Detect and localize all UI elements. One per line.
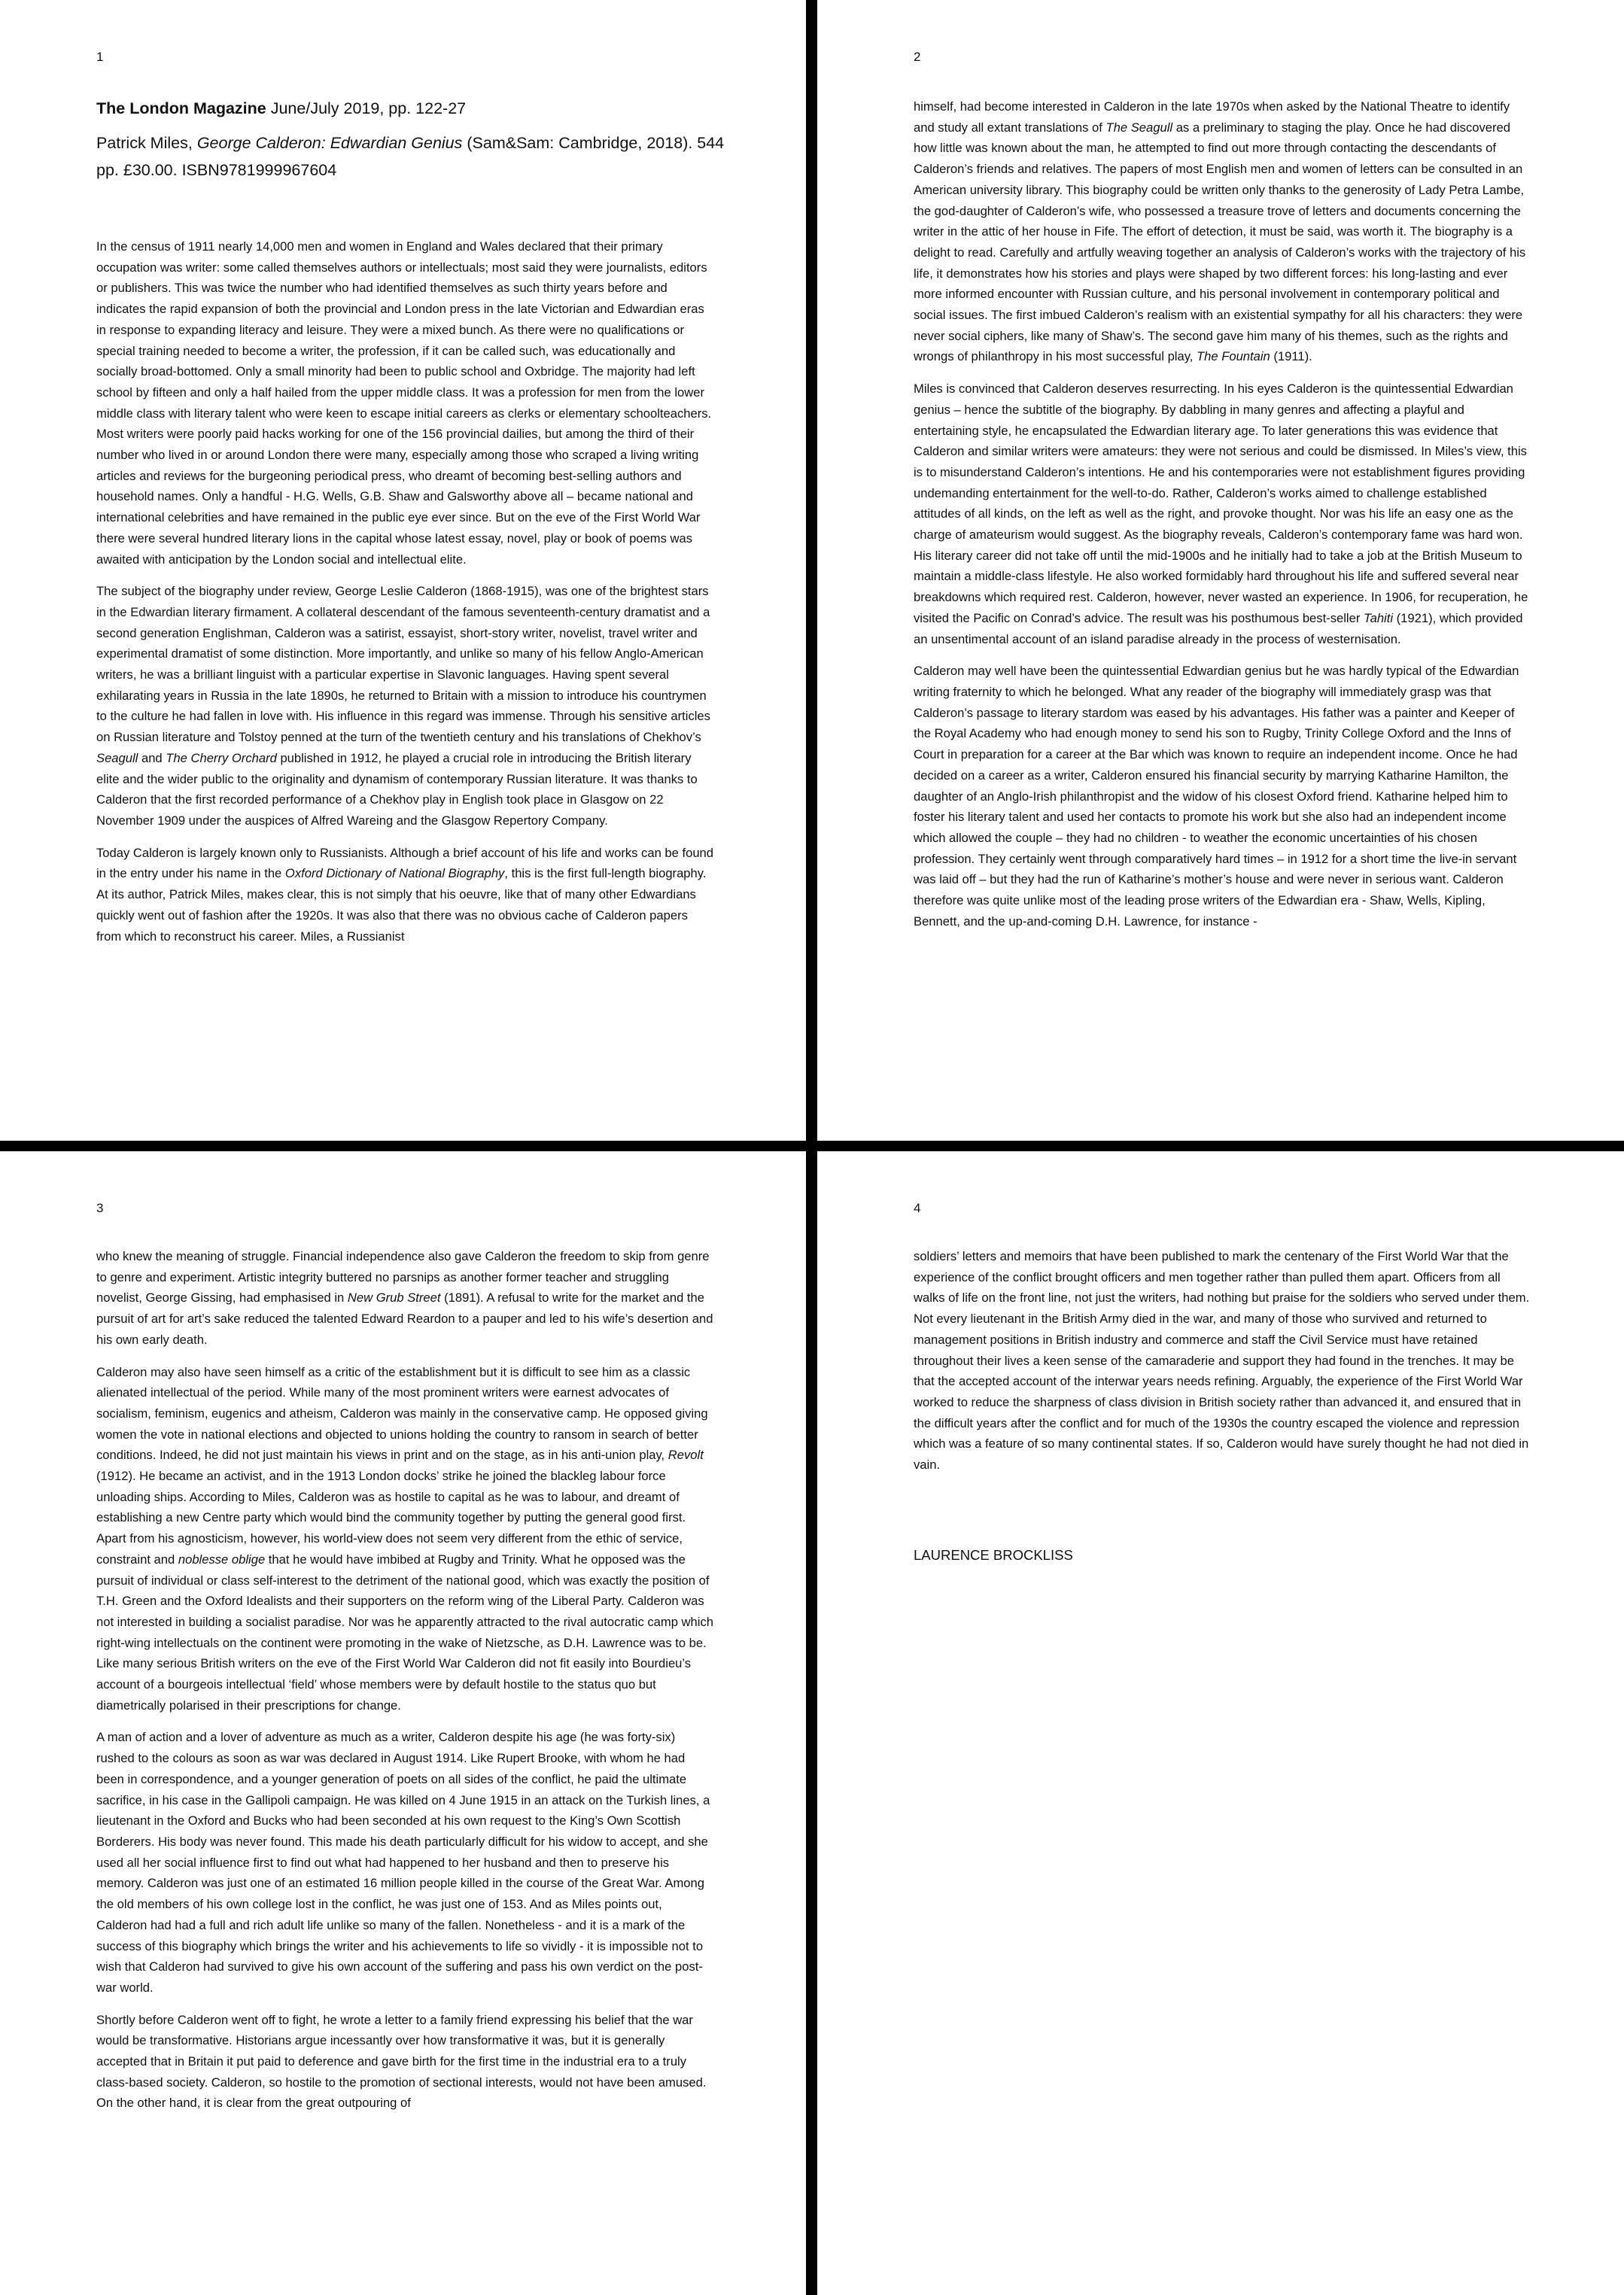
page-body (914, 96, 1531, 943)
paragraph (96, 581, 713, 831)
page-number: 2 (914, 50, 921, 64)
text-run: (1912). He became an activist, and in the 1913 London docks’ strike he joined the blackleg labour force unloading ships. According to Miles, Calderon was as hostile to capital as he was to labour, and dreamt of establishing a new Centre party which would bind the community together by putting the general good first. Apart from his agnosticism, however, his world-view does not seem very different from the ethic of service, constraint and (96, 1469, 686, 1567)
page-number: 1 (96, 50, 104, 64)
italic-title: The Cherry Orchard (166, 750, 277, 765)
journal-name: The London Magazine (96, 99, 266, 117)
paragraph (96, 236, 713, 570)
page-4 (817, 1151, 1624, 2295)
citation-line (96, 95, 728, 122)
page-body (96, 1246, 713, 2125)
italic-title: Tahiti (1363, 610, 1394, 625)
paragraph (96, 1362, 713, 1716)
italic-title: Oxford Dictionary of National Biography (284, 866, 505, 881)
text-run: Calderon may also have seen himself as a critic of the establishment but it is difficult to see him as a classic alienated intellectual of the period. While many of the most prominent writers were earnest advocates of socialism, feminism, eugenics and atheism, Calderon was mainly in the conservative camp. He opposed giving women the vote in national elections and objected to unions holding the country to ransom in search of better conditions. Indeed, he did not just maintain his views in print and on the stage, as in his anti-union play, (96, 1364, 708, 1463)
text-run: who knew the meaning of struggle. Financial independence also gave Calderon the freedom to skip from genre to genre and experiment. Artistic integrity buttered no parsnips as another former teacher and struggling novelist, George Gissing, had emphasised in (96, 1249, 710, 1306)
italic-title: Seagull (96, 750, 138, 765)
text-run: A man of action and a lover of adventure as much as a writer, Calderon despite his age (he was forty-six) rushed to the colours as soon as war was declared in August 1914. Like Rupert Brooke, with whom he had been in correspondence, and a younger generation of poets on all sides of the conflict, he paid the ultimate sacrifice, in his case in the Gallipoli campaign. He was killed on 4 June 1915 in an attack on the Turkish lines, a lieutenant in the Oxford and Bucks who had been seconded at his own request to the King’s Own Scottish Borderers. His body was never found. This made his death particularly difficult for his widow to accept, and she used all her social influence first to find out what had happened to her husband and then to preserve his memory. Calderon was just one of an estimated 16 million people killed in the course of the Great War. Among the old members of his own college lost in the conflict, he was just one of 153. And as Miles points out, Calderon had had a full and rich adult life unlike so many of the fallen. Nonetheless - and it is a mark of the success of this biography which brings the writer and his achievements to life so vividly - it is impossible not to wish that Calderon had survived to give his own account of the suffering and pass his own verdict on the post-war world. (96, 1730, 710, 1995)
review-header (96, 95, 728, 191)
text-run: published in 1912, he played a crucial role in introducing the British literary elite and the wider public to the originality and dynamism of contemporary Russian literature. It was thanks to Calderon that the first recorded performance of a Chekhov play in English took place in Glasgow on 22 November 1909 under the auspices of Alfred Wareing and the Glasgow Repertory Company. (96, 750, 698, 828)
text-run: and (138, 750, 166, 765)
italic-title: Revolt (668, 1448, 704, 1463)
text-run: that he would have imbibed at Rugby and Trinity. What he opposed was the pursuit of individual or class self-interest to the detriment of the national good, which was exactly the position of T.H. Green and the Oxford Idealists and their supporters on the reform wing of the Liberal Party. Calderon was not interested in building a socialist paradise. Nor was he apparently attracted to the rival autocratic camp which right-wing intellectuals on the continent were promoting in the wake of Nietzsche, as D.H. Lawrence was to be. Like many serious British writers on the eve of the First World War Calderon did not fit easily into Bourdieu’s account of a bourgeois intellectual ‘field’ whose members were by default hostile to the status quo but diametrically polarised in their prescriptions for change. (96, 1552, 713, 1713)
italic-title: The Seagull (1105, 120, 1173, 135)
page-2 (817, 0, 1624, 1141)
paragraph (914, 378, 1531, 649)
book-details: (Sam&Sam: Cambridge, 2018). 544 pp. £30.00. ISBN9781999967604 (96, 134, 725, 179)
paragraph (914, 1246, 1531, 1476)
text-run: Today Calderon is largely known only to Russianists. Although a brief account of his life and works can be found in the entry under his name in the (96, 845, 714, 881)
text-run: (1911). (1270, 349, 1312, 364)
text-run: as a preliminary to staging the play. Once he had discovered how little was known about the man, he attempted to find out more through contacting the descendants of Calderon’s friends and relatives. The papers of most English men and women of letters can be consulted in an American university library. This biography could be written only thanks to the generosity of Lady Petra Lambe, the god-daughter of Calderon’s wife, who possessed a treasure trove of letters and documents concerning the writer in the attic of her house in Fife. The effort of detection, it must be said, was worth it. The biography is a delight to read. Carefully and artfully weaving together an analysis of Calderon’s works with the trajectory of his life, it demonstrates how his stories and plays were shaped by two different forces: his long-lasting and ever more informed encounter with Russian culture, and his personal involvement in contemporary political and social issues. The first imbued Calderon’s realism with an existential sympathy for all his characters: they were never social ciphers, like many of Shaw’s. The second gave him many of his themes, such as the rights and wrongs of philanthropy in his most successful play, (914, 120, 1526, 364)
text-run: soldiers’ letters and memoirs that have been published to mark the centenary of the First World War that the experience of the conflict brought officers and men together rather than pulled them apart. Officers from all walks of life on the front line, not just the writers, had nothing but praise for the soldiers who served under them. Not every lieutenant in the British Army died in the war, and many of those who survived and returned to management positions in British industry and commerce and staff the Civil Service must have retained throughout their lives a keen sense of the camaraderie and support they had found in the trenches. It may be that the accepted account of the interwar years needs refining. Arguably, the experience of the First World War worked to reduce the sharpness of class division in British society rather than advanced it, and ensured that in the difficult years after the conflict and for much of the 1930s the country escaped the violence and repression which was a feature of so many continental states. If so, Calderon would have surely thought he had not died in vain. (914, 1249, 1530, 1473)
italic-title: The Fountain (1197, 349, 1270, 364)
paragraph (96, 843, 713, 947)
page-number: 4 (914, 1201, 921, 1215)
text-run: Shortly before Calderon went off to fight, he wrote a letter to a family friend expressing his belief that the war would be transformative. Historians argue incessantly over how transformative it was, but it is generally accepted that in Britain it put paid to deference and gave birth for the first time in the industrial era to a truly class-based society. Calderon, so hostile to the promotion of sectional interests, would not have been amused. On the other hand, it is clear from the great outpouring of (96, 2012, 707, 2111)
page-body (914, 1246, 1531, 1487)
page-divider-horizontal (0, 1141, 1624, 1151)
book-author: Patrick Miles, (96, 134, 197, 152)
issue-details: June/July 2019, pp. 122-27 (266, 99, 467, 117)
text-run: (1891). A refusal to write for the market and the pursuit of art for art’s sake reduced the talented Edward Reardon to a pauper and led to his wife’s desertion and his own early death. (96, 1290, 713, 1347)
text-run: (1921), which provided an unsentimental account of an island paradise already in the process of westernisation. (914, 610, 1523, 646)
paragraph (914, 661, 1531, 932)
italic-title: New Grub Street (347, 1290, 441, 1306)
text-run: , this is the first full-length biography. At its author, Patrick Miles, makes clear, this is not simply that his oeuvre, like that of many other Edwardians quickly went out of fashion after the 1920s. It was also that there was no obvious cache of Calderon papers from which to reconstruct his career. Miles, a Russianist (96, 866, 707, 944)
paragraph (96, 1727, 713, 1998)
italic-title: noblesse oblige (178, 1552, 266, 1567)
page-3 (0, 1151, 806, 2295)
paragraph (96, 1246, 713, 1351)
text-run: In the census of 1911 nearly 14,000 men and women in England and Wales declared that their primary occupation was writer: some called themselves authors or intellectuals; most said they were journalists, editors or publishers. This was twice the number who had identified themselves as such thirty years before and indicates the rapid expansion of both the provincial and London press in the late Victorian and Edwardian eras in response to expanding literacy and leisure. They were a mixed bunch. As there were no qualifications or special training needed to become a writer, the profession, if it can be called such, was educationally and socially broad-bottomed. Only a small minority had been to public school and Oxbridge. The majority had left school by fifteen and only a half hailed from the upper middle class. It was a profession for men from the lower middle class with literary talent who were keen to escape initial careers as clerks or elementary schoolteachers. Most writers were poorly paid hacks working for one of the 156 provincial dailies, but among the third of their number who lived in or around London there were many, especially among those who scraped a living writing articles and reviews for the burgeoning periodical press, who dreamt of becoming best-selling authors and household names. Only a handful - H.G. Wells, G.B. Shaw and Galsworthy above all – became national and international celebrities and have remained in the public eye ever since. But on the eve of the First World War there were several hundred literary lions in the capital whose latest essay, novel, play or book of poems was awaited with anticipation by the London social and intellectual elite. (96, 239, 712, 567)
paragraph (96, 2010, 713, 2114)
reviewer-name: LAURENCE BROCKLISS (914, 1547, 1073, 1563)
text-run: Miles is convinced that Calderon deserves resurrecting. In his eyes Calderon is the quintessential Edwardian genius – hence the subtitle of the biography. By dabbling in many genres and affecting a playful and entertaining style, he encapsulated the Edwardian literary age. To later generations this was evidence that Calderon and similar writers were amateurs: they were not serious and could be dismissed. In Miles’s view, this is to misunderstand Calderon’s intentions. He and his contemporaries were not establishment figures providing undemanding entertainment for the well-to-do. Rather, Calderon’s works aimed to challenge established attitudes of all kinds, on the left as well as the right, and provoke thought. Nor was his life an easy one as the charge of amateurism would suggest. As the biography reveals, Calderon’s contemporary fame was hard won. His literary career did not take off until the mid-1900s and he initially had to take a job at the British Museum to maintain a middle-class lifestyle. He also worked formidably hard throughout his life and suffered several near breakdowns which required rest. Calderon, however, never wasted an experience. In 1906, for recuperation, he visited the Pacific on Conrad’s advice. The result was his posthumous best-seller (914, 381, 1528, 625)
text-run: Calderon may well have been the quintessential Edwardian genius but he was hardly typical of the Edwardian writing fraternity to which he belonged. What any reader of the biography will immediately grasp was that Calderon’s passage to literary stardom was eased by his advantages. His father was a painter and Keeper of the Royal Academy who had enough money to send his son to Rugby, Trinity College Oxford and the Inns of Court in preparation for a career at the Bar which was known to require an independent income. Once he had decided on a career as a writer, Calderon ensured his financial security by marrying Katharine Hamilton, the daughter of an Anglo-Irish philanthropist and the widow of his closest Oxford friend. Katharine helped him to foster his literary talent and used her contacts to promote his work but she also had an independent income which allowed the couple – they had no children - to weather the economic uncertainties of his chosen profession. They certainly went through comparatively hard times – in 1912 for a short time the live-in servant was laid off – but they had the run of Katharine’s mother’s house and were never in serious want. Calderon therefore was quite unlike most of the leading prose writers of the Edwardian era - Shaw, Wells, Kipling, Bennett, and the up-and-coming D.H. Lawrence, for instance - (914, 664, 1519, 929)
book-title: George Calderon: Edwardian Genius (196, 134, 463, 152)
text-run: The subject of the biography under review, George Leslie Calderon (1868-1915), was one of the brightest stars in the Edwardian literary firmament. A collateral descendant of the famous seventeenth-century dramatist and a second generation Englishman, Calderon was a satirist, essayist, short-story writer, novelist, travel writer and experimental dramatist of some distinction. More importantly, and unlike so many of his fellow Anglo-American writers, he was a brilliant linguist with a particular expertise in Slavonic languages. Having spent several exhilarating years in Russia in the late 1890s, he returned to Britain with a mission to introduce his countrymen to the culture he had fallen in love with. His influence in this regard was immense. Through his sensitive articles on Russian literature and Tolstoy penned at the turn of the twentieth century and his translations of Chekhov’s (96, 584, 710, 745)
page-body (96, 236, 713, 958)
paragraph (914, 96, 1531, 367)
page-number: 3 (96, 1201, 104, 1215)
page-1 (0, 0, 806, 1141)
text-run: himself, had become interested in Calderon in the late 1970s when asked by the National Theatre to identify and study all extant translations of (914, 99, 1510, 135)
book-reference (96, 129, 728, 184)
